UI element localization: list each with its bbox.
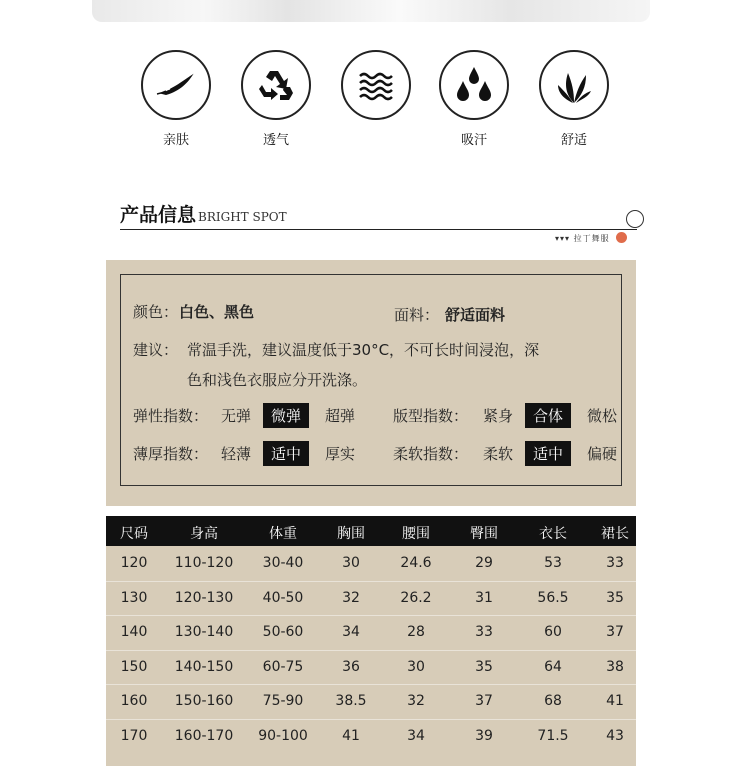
feature-item (434, 50, 514, 148)
accent-dot (616, 232, 627, 243)
thickness-option-selected: 适中 (263, 441, 309, 466)
fit-option: 紧身 (483, 407, 514, 425)
table-cell: 37 (606, 624, 624, 640)
product-info-panel (106, 260, 636, 506)
title-divider (120, 229, 637, 230)
thickness-option: 厚实 (325, 445, 356, 463)
table-cell: 75-90 (262, 693, 304, 709)
table-cell: 120 (120, 555, 148, 571)
table-cell: 90-100 (258, 727, 308, 744)
fabric-label: 面料： (394, 306, 440, 324)
table-cell: 150-160 (174, 693, 234, 709)
recycle-icon (241, 50, 311, 120)
column-header: 体重 (269, 526, 297, 542)
feature-label: 亲肤 (162, 133, 189, 148)
column-header: 胸围 (337, 526, 365, 542)
column-header: 尺码 (120, 526, 148, 542)
advice-line-1: 常温手洗，建议温度低于30°C，不可长时间浸泡，深 (187, 341, 540, 359)
elasticity-option: 无弹 (221, 407, 252, 425)
product-photo-bottom-edge (92, 0, 650, 22)
title-circle-decoration (626, 210, 644, 228)
table-cell: 120-130 (174, 589, 234, 606)
table-cell: 56.5 (537, 589, 569, 606)
water-drops-icon (439, 50, 509, 120)
feature-label: 舒适 (560, 133, 587, 148)
section-title (120, 200, 287, 227)
table-cell: 38 (606, 658, 624, 675)
column-header: 臀围 (470, 526, 498, 542)
table-cell: 30-40 (262, 555, 304, 571)
table-cell: 140 (120, 624, 148, 640)
table-row (106, 581, 636, 616)
table-cell: 71.5 (537, 727, 569, 744)
feature-item (236, 50, 316, 148)
column-header: 裙长 (601, 526, 629, 542)
table-cell: 60 (544, 624, 562, 640)
column-header: 腰围 (402, 526, 430, 542)
section-sub-note: ▾▾▾ 拉丁舞服 (555, 234, 610, 243)
product-info-frame (120, 274, 622, 486)
fit-option-selected: 合体 (525, 403, 571, 428)
thickness-option: 轻薄 (221, 445, 252, 463)
fit-option: 微松 (587, 407, 618, 425)
softness-option: 柔软 (483, 445, 514, 463)
table-cell: 24.6 (400, 555, 432, 571)
table-cell: 32 (407, 693, 425, 709)
table-cell: 150 (120, 658, 148, 675)
fit-label: 版型指数： (393, 407, 469, 425)
section-title-cn: 产品信息 (120, 204, 197, 226)
table-cell: 32 (342, 589, 360, 606)
table-cell: 35 (606, 589, 624, 606)
size-table-body (106, 546, 636, 766)
table-row (106, 615, 636, 650)
color-value: 白色、黑色 (179, 303, 255, 321)
thickness-label: 薄厚指数： (133, 445, 209, 463)
table-cell: 28 (407, 624, 425, 640)
feature-label: 透气 (262, 133, 289, 148)
table-cell: 43 (606, 727, 624, 744)
table-cell: 68 (544, 693, 562, 709)
color-label: 颜色： (133, 303, 179, 321)
table-row (106, 684, 636, 719)
feature-item (534, 50, 614, 148)
table-cell: 34 (407, 727, 425, 744)
table-cell: 170 (120, 727, 148, 744)
table-cell: 53 (544, 555, 562, 571)
feature-label: 吸汗 (460, 133, 487, 148)
softness-option: 偏硬 (587, 445, 618, 463)
table-row (106, 546, 636, 581)
table-cell: 41 (342, 727, 360, 744)
table-cell: 36 (342, 658, 360, 675)
table-cell: 50-60 (262, 624, 304, 640)
column-header: 衣长 (539, 526, 567, 542)
table-cell: 31 (475, 589, 493, 606)
advice-line-2: 色和浅色衣服应分开洗涤。 (187, 371, 368, 389)
table-cell: 29 (475, 555, 493, 571)
table-cell: 26.2 (400, 589, 432, 606)
table-cell: 64 (544, 658, 562, 675)
table-cell: 130 (120, 589, 148, 606)
waves-icon (341, 50, 411, 120)
softness-label: 柔软指数： (393, 445, 469, 463)
table-cell: 110-120 (174, 555, 234, 571)
table-cell: 30 (342, 555, 360, 571)
table-cell: 39 (475, 727, 493, 744)
table-cell: 140-150 (174, 658, 234, 675)
table-cell: 33 (475, 624, 493, 640)
table-cell: 40-50 (262, 589, 304, 606)
table-cell: 41 (606, 693, 624, 709)
table-cell: 34 (342, 624, 360, 640)
fabric-value: 舒适面料 (445, 306, 506, 324)
elasticity-option: 超弹 (325, 407, 356, 425)
elasticity-option-selected: 微弹 (263, 403, 309, 428)
table-cell: 130-140 (174, 624, 234, 640)
feather-icon (141, 50, 211, 120)
feature-icons-row (0, 50, 750, 150)
table-cell: 160 (120, 693, 148, 709)
feature-item (336, 50, 416, 129)
table-cell: 37 (475, 693, 493, 709)
table-cell: 33 (606, 555, 624, 571)
elasticity-label: 弹性指数： (133, 407, 209, 425)
table-row (106, 719, 636, 754)
table-cell: 38.5 (335, 693, 367, 709)
advice-label: 建议： (133, 341, 179, 359)
table-cell: 30 (407, 658, 425, 675)
table-row (106, 650, 636, 685)
table-cell: 35 (475, 658, 493, 675)
column-header: 身高 (190, 526, 218, 542)
softness-option-selected: 适中 (525, 441, 571, 466)
table-cell: 160-170 (174, 727, 234, 744)
leaf-icon (539, 50, 609, 120)
feature-item (136, 50, 216, 148)
section-title-en: BRIGHT SPOT (198, 210, 287, 224)
table-cell: 60-75 (262, 658, 304, 675)
size-table-header (106, 516, 636, 546)
